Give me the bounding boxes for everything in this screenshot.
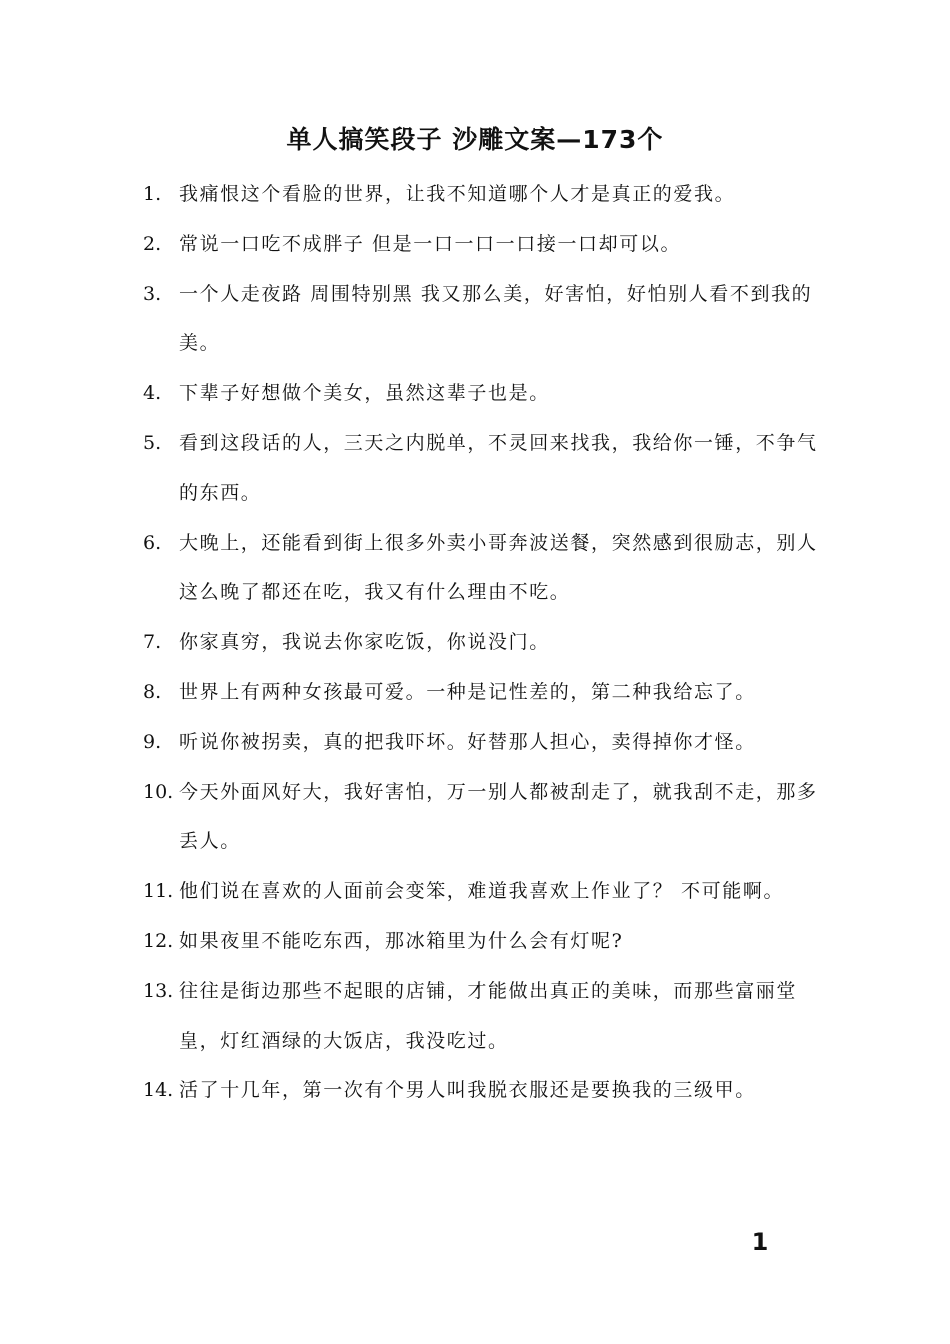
item-text: 今天外面风好大，我好害怕，万一别人都被刮走了，就我刮不走，那多丢人。 — [179, 780, 818, 853]
item-number: 9. — [143, 730, 162, 753]
item-number: 5. — [143, 431, 162, 454]
item-number: 14. — [143, 1079, 174, 1102]
item-number: 6. — [143, 531, 162, 554]
item-text: 活了十几年，第一次有个男人叫我脱衣服还是要换我的三级甲。 — [179, 1079, 756, 1102]
item-number: 1. — [143, 183, 162, 205]
item-number: 13. — [143, 979, 174, 1002]
list-item — [143, 270, 833, 370]
item-text: 世界上有两种女孩最可爱。一种是记性差的，第二种我给忘了。 — [179, 680, 756, 703]
item-text: 你家真穷，我说去你家吃饭，你说没门。 — [179, 631, 550, 654]
list-item — [143, 618, 833, 668]
list-item — [143, 668, 833, 718]
item-number: 12. — [143, 929, 174, 952]
list-item — [143, 419, 833, 519]
item-number: 8. — [143, 680, 162, 703]
list-item — [143, 1066, 833, 1116]
item-number: 10. — [143, 780, 174, 803]
list-item — [143, 718, 833, 768]
page-number: 1 — [751, 1228, 769, 1256]
item-text: 看到这段话的人，三天之内脱单，不灵回来找我，我给你一锤，不争气的东西。 — [179, 431, 818, 504]
item-text: 我痛恨这个看脸的世界，让我不知道哪个人才是真正的爱我。 — [179, 183, 736, 205]
list-item — [143, 867, 833, 917]
document-title: 单人搞笑段子 沙雕文案—173个 — [286, 125, 664, 154]
item-number: 2. — [143, 232, 162, 255]
list-item — [143, 917, 833, 967]
item-text: 一个人走夜路 周围特别黑 我又那么美，好害怕，好怕别人看不到我的美。 — [179, 282, 813, 355]
list-item — [143, 967, 833, 1067]
item-number: 11. — [143, 880, 174, 903]
item-text: 大晚上，还能看到街上很多外卖小哥奔波送餐，突然感到很励志，别人这么晚了都还在吃，我又有什么理由不吃。 — [179, 531, 818, 604]
item-text: 他们说在喜欢的人面前会变笨，难道我喜欢上作业了？ 不可能啊。 — [179, 880, 785, 903]
item-number: 4. — [143, 382, 162, 405]
item-number: 7. — [143, 631, 162, 654]
list-item — [143, 768, 833, 868]
list-item — [143, 220, 833, 270]
list-item — [143, 369, 833, 419]
list-item — [143, 519, 833, 619]
item-text: 往往是街边那些不起眼的店铺，才能做出真正的美味，而那些富丽堂皇，灯红酒绿的大饭店，我没吃过。 — [179, 979, 798, 1052]
item-text: 下辈子好想做个美女，虽然这辈子也是。 — [179, 382, 550, 405]
list-item — [143, 170, 833, 220]
joke-list — [143, 170, 833, 1116]
item-number: 3. — [143, 282, 162, 305]
item-text: 听说你被拐卖，真的把我吓坏。好替那人担心，卖得掉你才怪。 — [179, 730, 756, 753]
item-text: 如果夜里不能吃东西，那冰箱里为什么会有灯呢? — [179, 929, 624, 952]
item-text: 常说一口吃不成胖子 但是一口一口一口接一口却可以。 — [179, 232, 682, 255]
